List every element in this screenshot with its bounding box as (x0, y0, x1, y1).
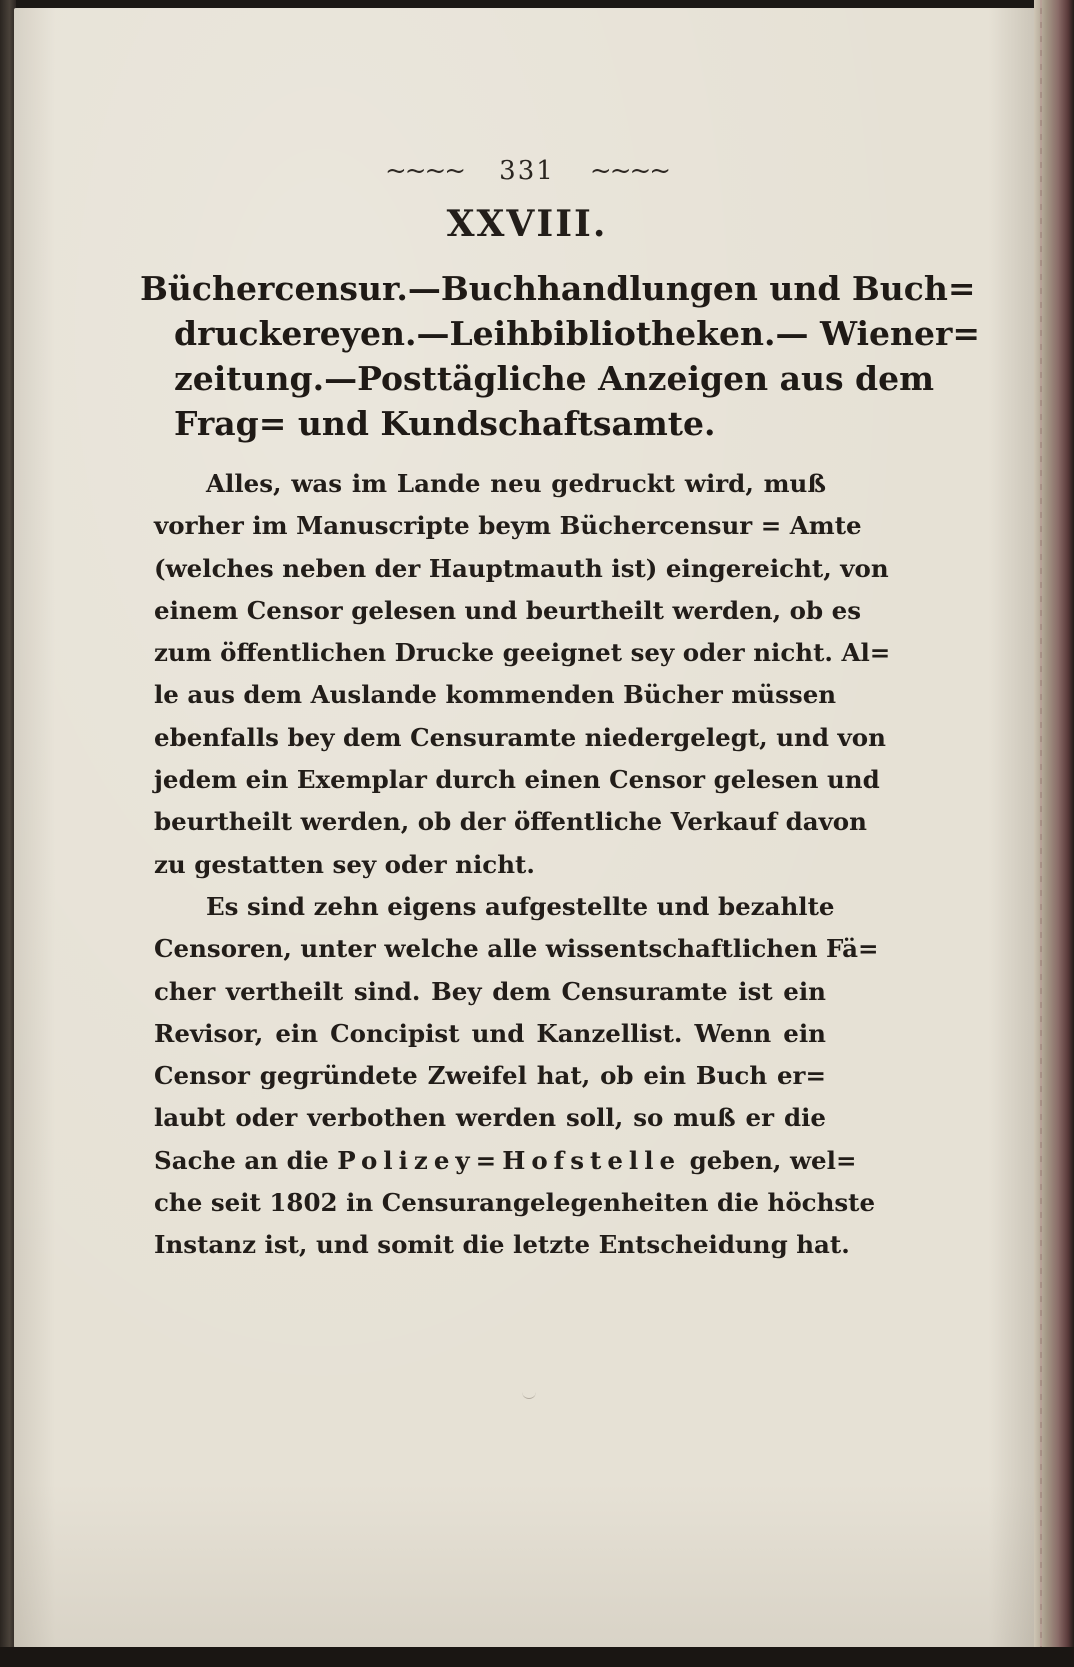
title-line: Büchercensur.—Buchhandlungen und Buch= (140, 269, 976, 308)
text-line-spaced (154, 1140, 857, 1182)
text-line: zu gestatten sey oder nicht. (154, 849, 535, 879)
body-text (154, 463, 891, 1267)
title-line: druckereyen.—Leihbibliotheken.— Wiener= (174, 314, 981, 353)
text-line: che seit 1802 in Censurangelegenheiten die höchste (154, 1188, 876, 1218)
text-line: Censor gegründete Zweifel hat, ob ein Buch er= (154, 1061, 826, 1091)
text-line: Instanz ist, und somit die letzte Entscheidung hat. (154, 1230, 850, 1260)
scan-bottom-edge (0, 1647, 1074, 1667)
text-line: vorher im Manuscripte beym Büchercensur = Amte (154, 511, 862, 541)
text-line: ebenfalls bey dem Censuramte niedergelegt, und von (154, 722, 886, 752)
text-line: Es sind zehn eigens aufgestellte und bezahlte (206, 891, 835, 921)
title-line: zeitung.—Posttägliche Anzeigen aus dem (174, 359, 935, 398)
text-line: le aus dem Auslande kommenden Bücher müssen (154, 680, 837, 710)
text-line: laubt oder verbothen werden soll, so muß er die (154, 1103, 826, 1133)
text-line: Alles, was im Lande neu gedruckt wird, muß (206, 469, 826, 498)
text-line: Censoren, unter welche alle wissentschaftlichen Fä= (154, 934, 879, 964)
text-segment: Sache an die (154, 1145, 338, 1175)
text-line: Revisor, ein Concipist und Kanzellist. Wenn ein (154, 1018, 826, 1048)
chapter-title (140, 266, 981, 446)
page-edge-stack (1034, 0, 1074, 1667)
text-line: (welches neben der Hauptmauth ist) eingereicht, von (154, 553, 889, 583)
spaced-authority-name: Polizey=Hofstelle (337, 1145, 682, 1175)
page-header (14, 156, 1040, 186)
text-line: jedem ein Exemplar durch einen Censor gelesen und (154, 765, 880, 795)
ornament-right-icon: ~~~~ (589, 156, 670, 186)
text-line: zum öffentlichen Drucke geeignet sey oder nicht. Al= (154, 638, 891, 668)
chapter-heading: XXVIII. (446, 203, 608, 245)
text-line: beurtheilt werden, ob der öffentliche Verkauf davon (154, 807, 867, 837)
book-page (14, 8, 1040, 1648)
paper-mark (522, 1388, 536, 1399)
text-segment: geben, wel= (681, 1145, 857, 1175)
page-number: 331 (499, 156, 555, 186)
text-line: einem Censor gelesen und beurtheilt werden, ob es (154, 595, 862, 625)
title-line: Frag= und Kundschaftsamte. (174, 404, 716, 443)
ornament-left-icon: ~~~~ (384, 156, 465, 186)
text-line: cher vertheilt sind. Bey dem Censuramte ist ein (154, 976, 826, 1006)
